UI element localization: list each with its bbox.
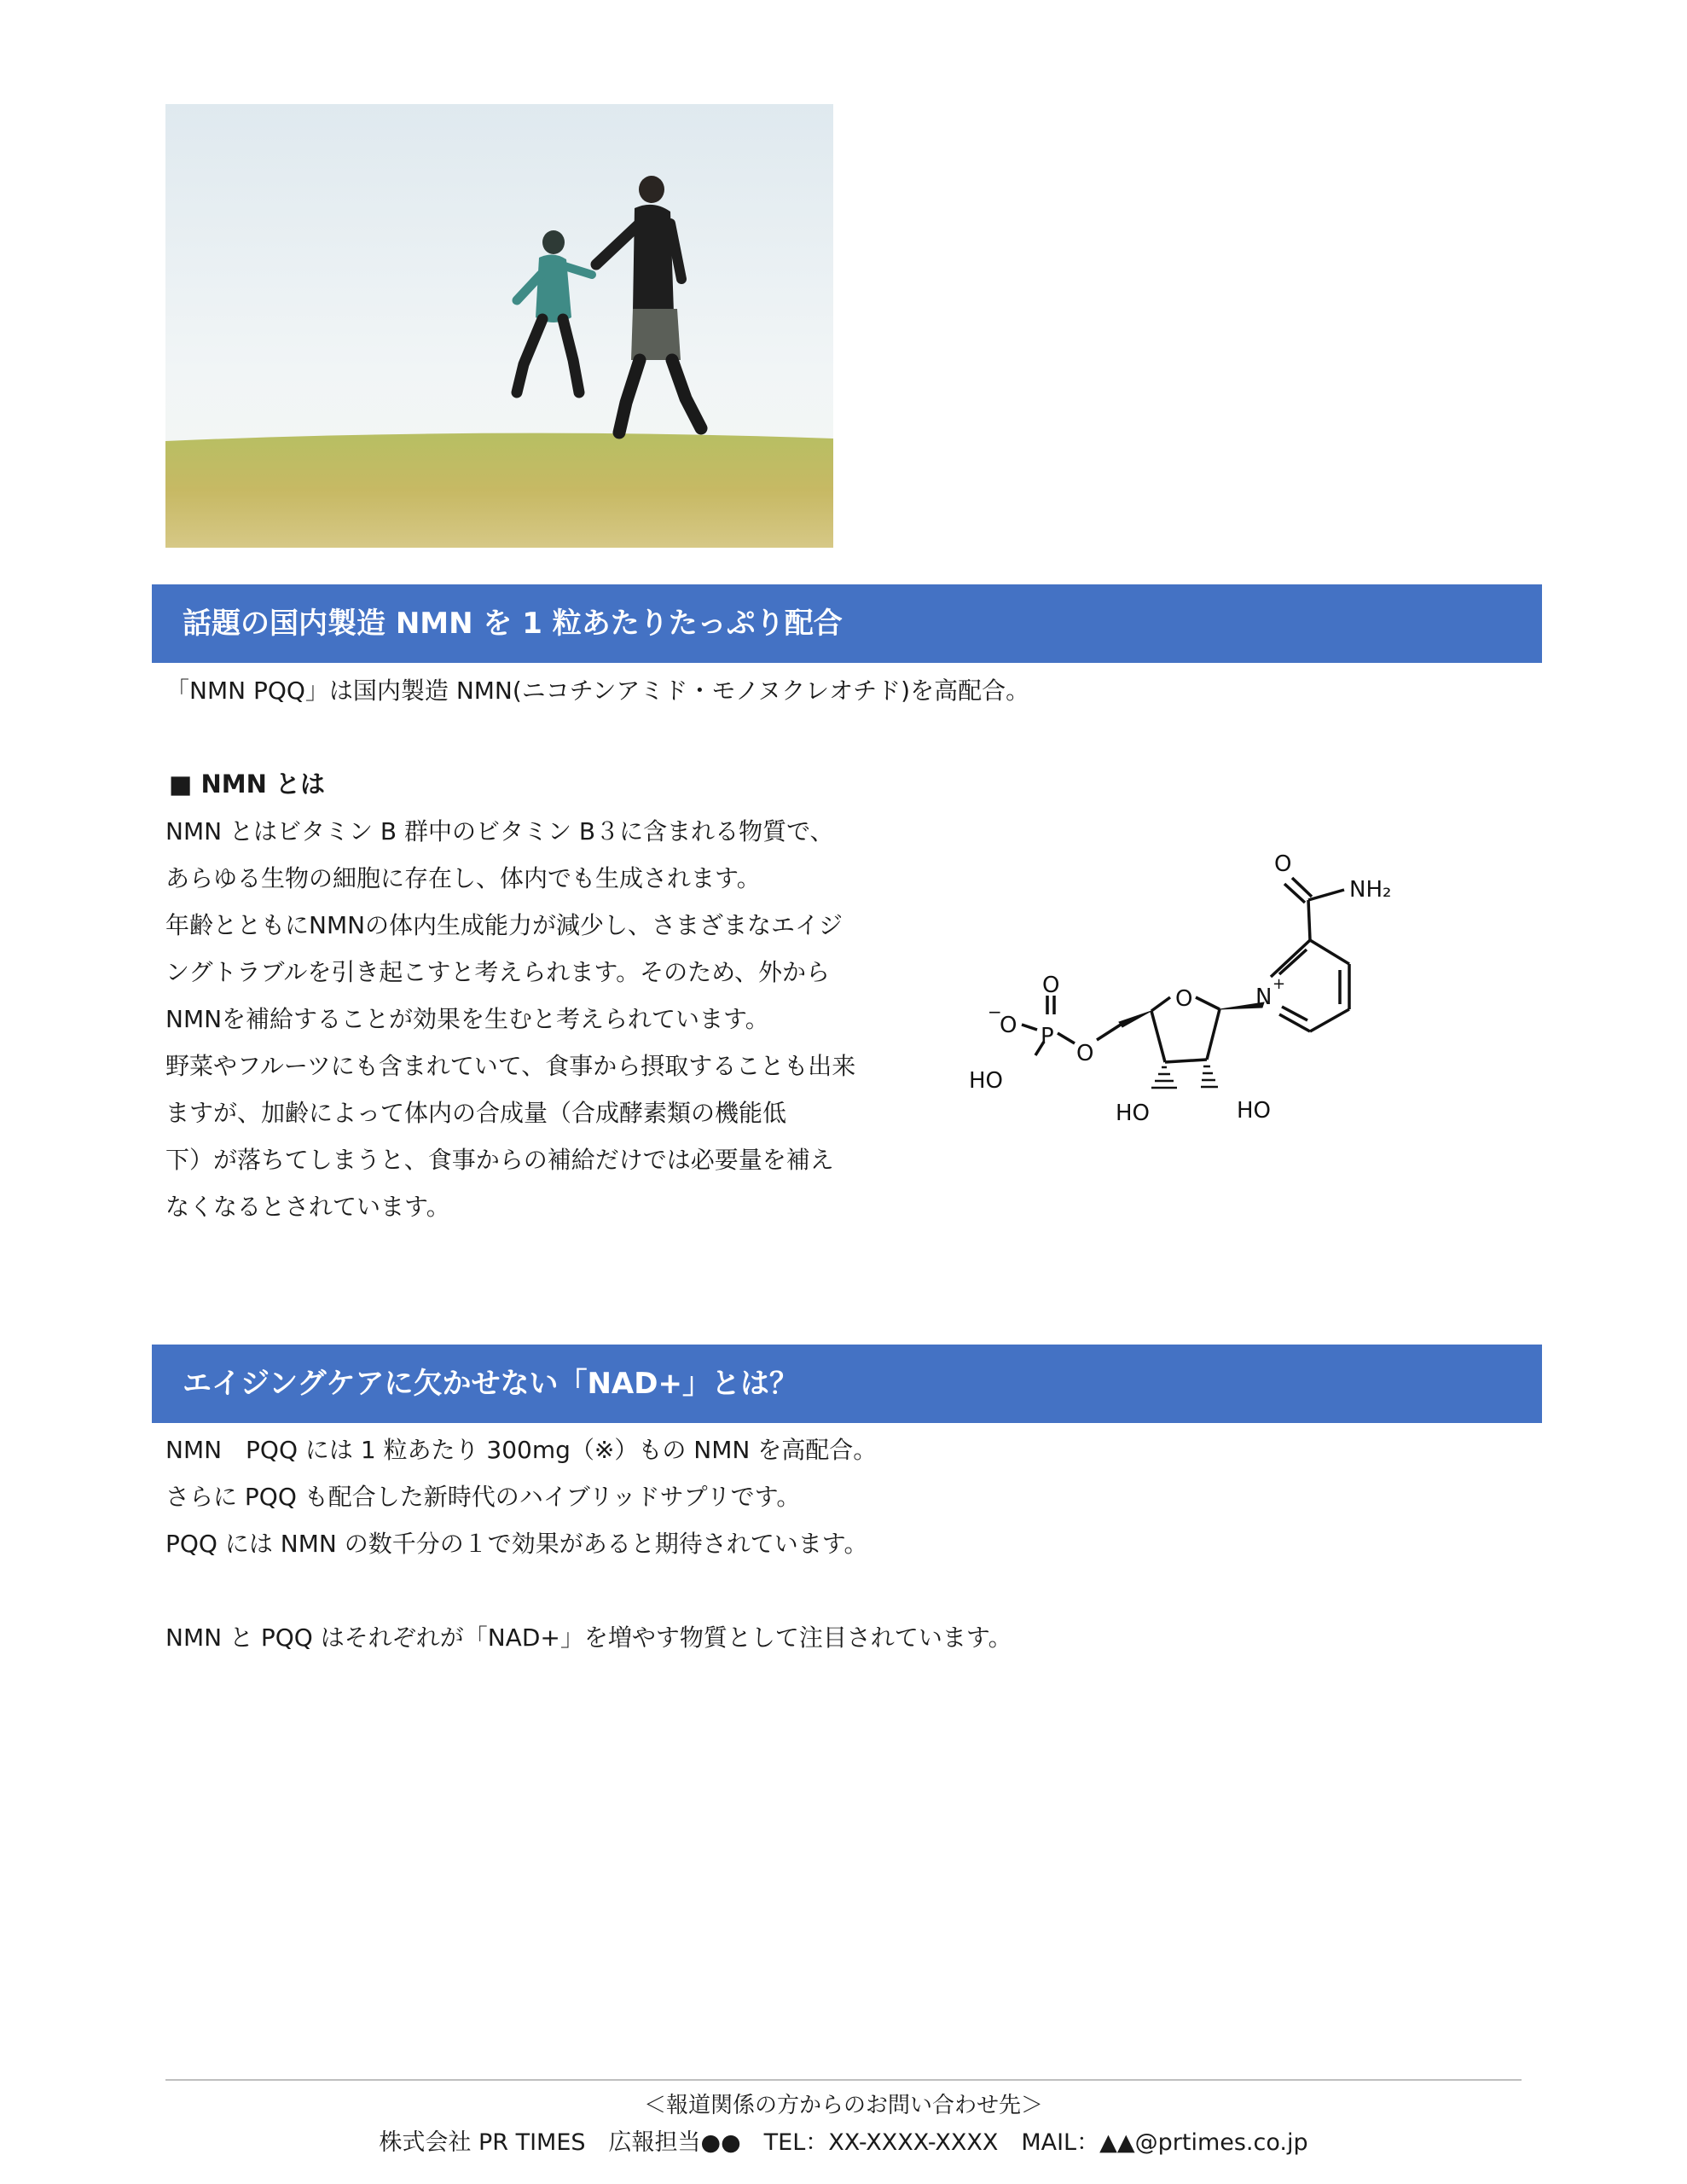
atom-label: N: [1255, 985, 1272, 1010]
atom-label: NH₂: [1349, 877, 1392, 903]
footer-title: ＜報道関係の方からのお問い合わせ先＞: [643, 2093, 1043, 2118]
atom-label: O: [1000, 1013, 1017, 1038]
atom-label: +: [1272, 975, 1286, 993]
atom-label: HO: [969, 1068, 1004, 1094]
section-heading-nmn: 話題の国内製造 NMN を 1 粒あたりたっぷり配合: [152, 584, 1542, 663]
subheading-what-is-nmn: ■ NMN とは: [169, 770, 325, 799]
footer-contact: 株式会社 PR TIMES 広報担当●● TEL：XX-XXXX-XXXX MAIL：▲▲@prtimes.co.jp: [379, 2129, 1308, 2156]
body-line: NMN PQQ には 1 粒あたり 300mg（※）もの NMN を高配合。: [165, 1436, 878, 1464]
body-line: ますが、加齢によって体内の合成量（合成酵素類の機能低: [165, 1099, 787, 1127]
atom-label: O: [1076, 1041, 1094, 1066]
body-line: NMN と PQQ はそれぞれが「NAD+」を増やす物質として注目されています。: [165, 1623, 1012, 1652]
walking-couple-photo: [165, 104, 833, 548]
body-line: なくなるとされています。: [165, 1193, 450, 1221]
nmn-structure-diagram: [947, 840, 1433, 1165]
atom-label: HO: [1237, 1098, 1272, 1124]
footer-divider: [165, 2079, 1522, 2081]
body-line: 野菜やフルーツにも含まれていて、食事から摂取することも出来: [165, 1052, 856, 1080]
body-line: NMNを補給することが効果を生むと考えられています。: [165, 1005, 769, 1033]
body-line: ングトラブルを引き起こすと考えられます。そのため、外から: [165, 958, 830, 986]
atom-label: O: [1274, 851, 1292, 877]
atom-label: O: [1042, 973, 1060, 998]
body-line: NMN とはビタミン B 群中のビタミン B３に含まれる物質で、: [165, 817, 834, 845]
atom-label: −: [988, 1002, 1002, 1022]
body-line: 年齢とともにNMNの体内生成能力が減少し、さまざまなエイジ: [165, 911, 844, 939]
atom-label: P: [1041, 1024, 1054, 1049]
nmn-description: [165, 808, 865, 1230]
section-heading-nad: エイジングケアに欠かせない「NAD+」とは？: [152, 1345, 1542, 1423]
blank-line: [165, 1567, 1012, 1614]
body-line: さらに PQQ も配合した新時代のハイブリッドサプリです。: [165, 1483, 801, 1511]
atom-label: HO: [1116, 1101, 1151, 1126]
body-line: PQQ には NMN の数千分の１で効果があると期待されています。: [165, 1530, 868, 1558]
atom-label: O: [1175, 986, 1193, 1012]
body-line: 下）が落ちてしまうと、食事からの補給だけでは必要量を補え: [165, 1146, 834, 1174]
hero-photo: [165, 104, 833, 548]
body-line: あらゆる生物の細胞に存在し、体内でも生成されます。: [165, 864, 761, 892]
nad-description: [165, 1426, 1012, 1661]
intro-text: 「NMN PQQ」は国内製造 NMN(ニコチンアミド・モノヌクレオチド)を高配合。: [165, 677, 1030, 705]
